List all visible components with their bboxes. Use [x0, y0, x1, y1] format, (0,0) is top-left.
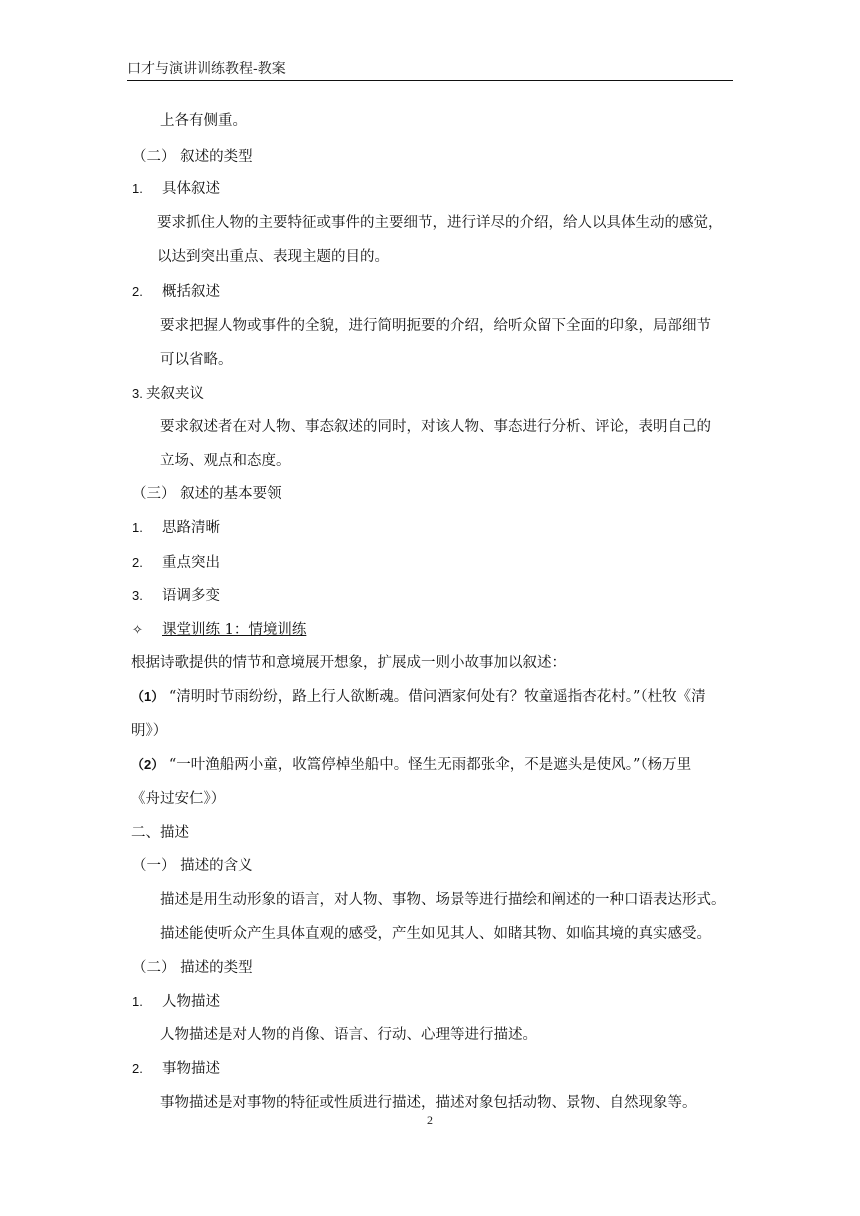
page-number: 2	[427, 1113, 433, 1127]
list-item-label: 夹叙夹议	[146, 386, 204, 402]
list-item	[132, 992, 220, 1012]
list-item	[132, 384, 204, 404]
list-item	[131, 755, 691, 775]
paragraph-line: 要求叙述者在对人物、事态叙述的同时，对该人物、事态进行分析、评论，表明自己的	[160, 419, 711, 435]
list-number: 2.	[132, 284, 143, 299]
list-item	[132, 1059, 220, 1079]
list-number: 2.	[132, 555, 143, 570]
section-heading: （二） 描述的类型	[132, 960, 253, 976]
list-item	[132, 179, 220, 199]
paragraph-line: 事物描述是对事物的特征或性质进行描述，描述对象包括动物、景物、自然现象等。	[160, 1095, 697, 1111]
item-number: （2）	[131, 757, 165, 772]
list-item	[131, 687, 706, 707]
paragraph-line: 人物描述是对人物的肖像、语言、行动、心理等进行描述。	[160, 1027, 537, 1043]
list-item-label: 具体叙述	[162, 181, 220, 197]
list-item	[132, 282, 220, 302]
section-heading: （三） 叙述的基本要领	[132, 486, 282, 502]
poem-quote: “清明时节雨纷纷，路上行人欲断魂。借问酒家何处有？牧童遥指杏花村。”（杜牧《清	[168, 689, 706, 705]
list-item-label: 语调多变	[162, 588, 220, 604]
text-line: 上各有侧重。	[160, 113, 247, 129]
list-number: 1.	[132, 994, 143, 1009]
list-number: 3.	[132, 588, 143, 603]
section-heading: （一） 描述的含义	[132, 858, 253, 874]
page-header: 口才与演讲训练教程-教案	[127, 58, 733, 81]
poem-quote: “一叶渔船两小童，收篙停棹坐船中。怪生无雨都张伞，不是遮头是使风。”（杨万里	[168, 757, 692, 773]
list-item-label: 事物描述	[162, 1061, 220, 1077]
list-number: 3.	[132, 386, 143, 401]
paragraph-line: 描述是用生动形象的语言，对人物、事物、场景等进行描绘和阐述的一种口语表达形式。	[160, 892, 726, 908]
list-item-label: 概括叙述	[162, 284, 220, 300]
exercise-heading	[132, 620, 306, 640]
list-item	[132, 518, 220, 538]
paragraph-line: 《舟过安仁》）	[131, 791, 226, 807]
paragraph-line: 立场、观点和态度。	[160, 453, 291, 469]
list-item-label: 思路清晰	[162, 520, 220, 536]
paragraph-line: 明》）	[131, 723, 168, 739]
list-item-label: 重点突出	[162, 555, 220, 571]
chapter-heading: 二、描述	[131, 825, 189, 841]
paragraph-line: 描述能使听众产生具体直观的感受，产生如见其人、如睹其物、如临其境的真实感受。	[160, 926, 711, 942]
paragraph-line: 以达到突出重点、表现主题的目的。	[157, 249, 389, 265]
exercise-title: 课堂训练 1：情境训练	[162, 622, 307, 638]
paragraph-line: 要求把握人物或事件的全貌，进行简明扼要的介绍，给听众留下全面的印象，局部细节	[160, 318, 711, 334]
list-item	[132, 553, 220, 573]
list-number: 1.	[132, 520, 143, 535]
item-number: （1）	[131, 689, 165, 704]
list-number: 1.	[132, 181, 143, 196]
paragraph-line: 要求抓住人物的主要特征或事件的主要细节，进行详尽的介绍，给人以具体生动的感觉，	[157, 215, 723, 231]
list-number: 2.	[132, 1061, 143, 1076]
list-item	[132, 586, 220, 606]
diamond-bullet-icon: ✧	[132, 622, 143, 637]
list-item-label: 人物描述	[162, 994, 220, 1010]
paragraph-line: 根据诗歌提供的情节和意境展开想象，扩展成一则小故事加以叙述：	[131, 655, 566, 671]
paragraph-line: 可以省略。	[160, 352, 233, 368]
section-heading: （二） 叙述的类型	[132, 149, 253, 165]
